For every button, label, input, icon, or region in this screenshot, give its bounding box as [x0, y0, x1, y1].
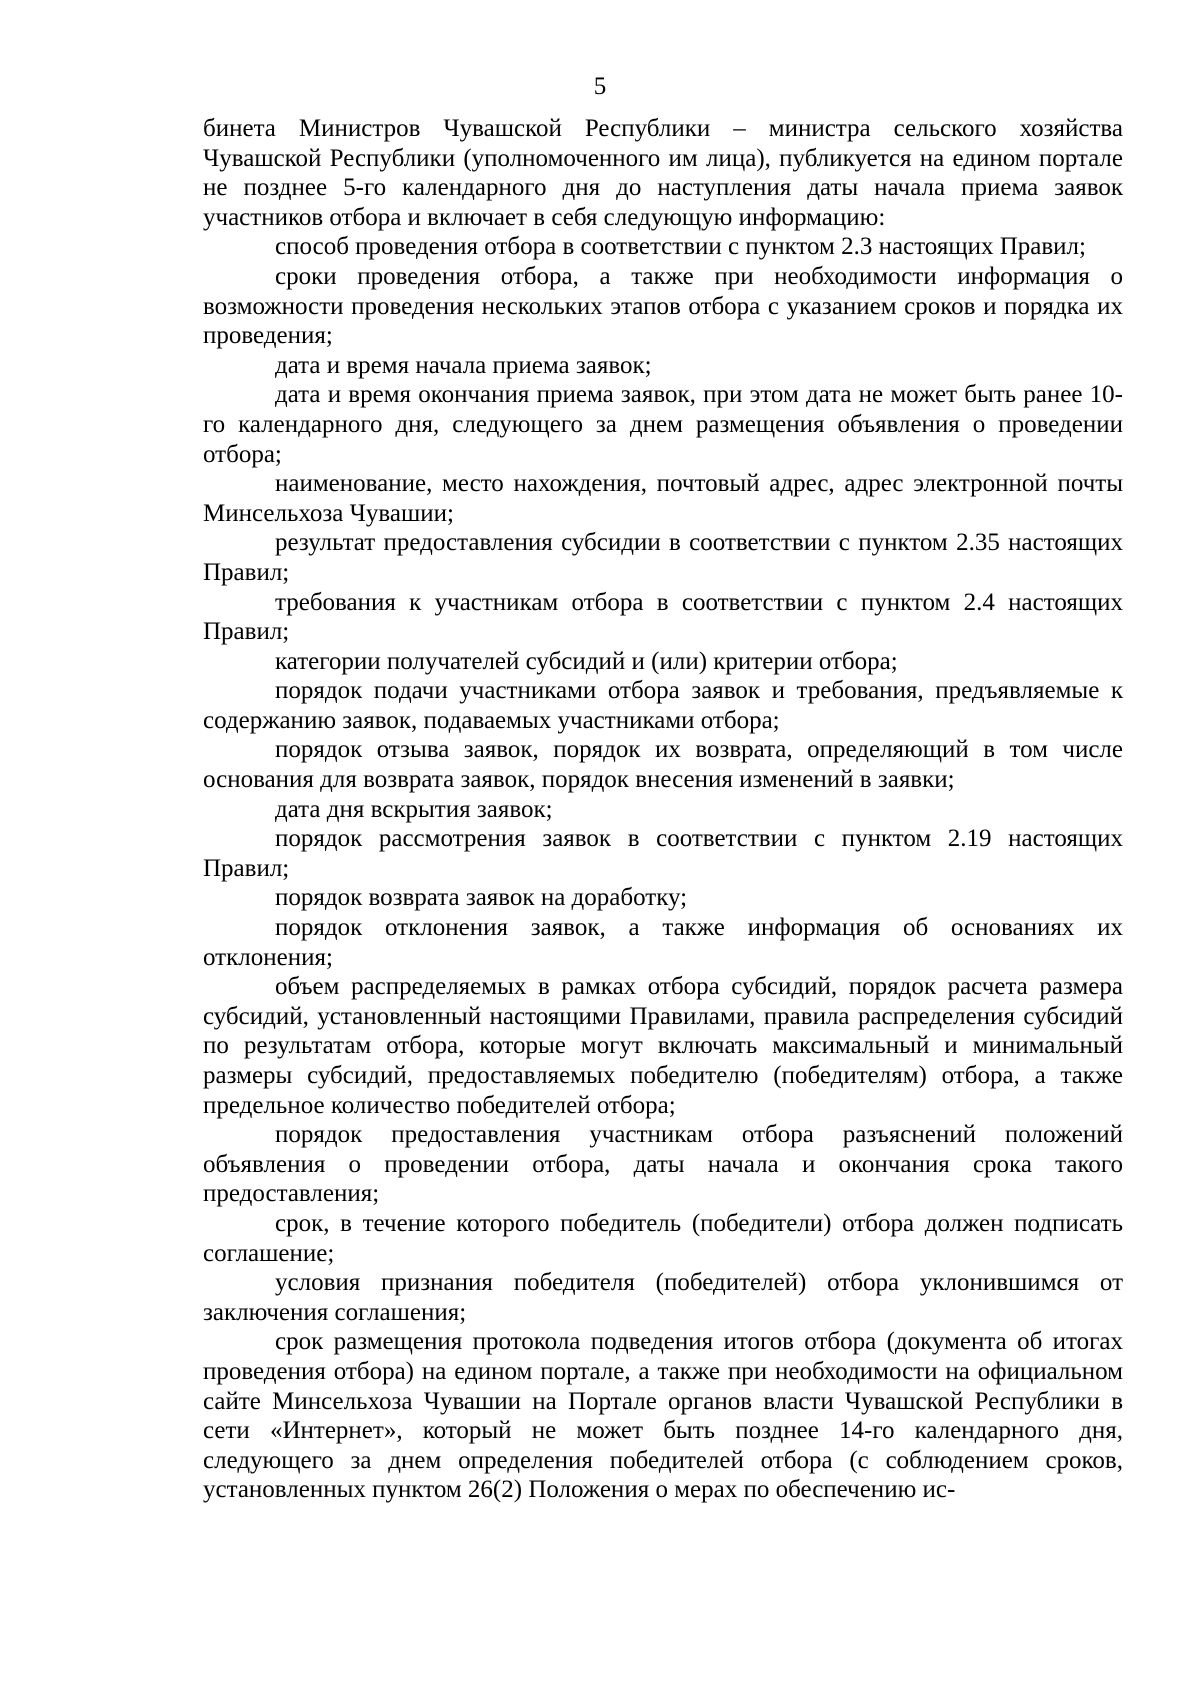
paragraph: порядок предоставления участникам отбора разъяснений положений объявления о проведении отбора, даты начала и окончания срока такого предоставления; [203, 1121, 1123, 1208]
paragraph: порядок подачи участниками отбора заявок и требования, предъявляемые к содержанию заявок, подаваемых участниками отбора; [203, 677, 1123, 734]
paragraph: порядок рассмотрения заявок в соответствии с пунктом 2.19 настоящих Правил; [203, 825, 1123, 882]
paragraph: объем распределяемых в рамках отбора субсидий, порядок расчета размера субсидий, установленный настоящими Правилами, правила распределения субсидий по результатам отбора, которые могут включать максимальный и минимальный размеры субсидий, предоставляемых победителю (победителям) отбора, а также предельное количество победителей отбора; [203, 973, 1123, 1119]
paragraph: результат предоставления субсидии в соответствии с пунктом 2.35 настоящих Правил; [203, 529, 1123, 586]
paragraph: срок размещения протокола подведения итогов отбора (документа об итогах проведения отбора) на едином портале, а также при необходимости на официальном сайте Минсельхоза Чувашии на Портале органов власти Чувашской Республики в сети «Интернет», который не может быть позднее 14-го календарного дня, следующего за днем определения победителей отбора (с соблюдением сроков, установленных пунктом 26(2) Положения о мерах по обеспечению ис- [203, 1328, 1123, 1504]
paragraph: порядок отклонения заявок, а также информация об основаниях их отклонения; [203, 914, 1123, 971]
paragraph: условия признания победителя (победителей) отбора уклонившимся от заключения соглашения; [203, 1269, 1123, 1326]
paragraph: наименование, место нахождения, почтовый адрес, адрес электронной почты Минсельхоза Чувашии; [203, 470, 1123, 527]
paragraph: дата дня вскрытия заявок; [275, 795, 553, 823]
document-body [203, 114, 1123, 1505]
paragraph: категории получателей субсидий и (или) критерии отбора; [275, 647, 898, 675]
page-number: 5 [593, 73, 607, 100]
paragraph: сроки проведения отбора, а также при необходимости информация о возможности проведения нескольких этапов отбора с указанием сроков и порядка их проведения; [203, 262, 1123, 350]
paragraph: бинета Министров Чувашской Республики – министра сельского хозяйства Чувашской Республики (уполномоченного им лица), публикуется на едином портале не позднее 5-го календарного дня до наступления даты начала приема заявок участников отбора и включает в себя следующую информацию: [203, 115, 1123, 231]
paragraph: порядок возврата заявок на доработку; [275, 884, 688, 912]
paragraph: дата и время окончания приема заявок, при этом дата не может быть ранее 10-го календарного дня, следующего за днем размещения объявления о проведении отбора; [203, 381, 1123, 468]
paragraph: порядок отзыва заявок, порядок их возврата, определяющий в том числе основания для возврата заявок, порядок внесения изменений в заявки; [203, 736, 1123, 794]
paragraph: требования к участникам отбора в соответствии с пунктом 2.4 настоящих Правил; [203, 588, 1123, 646]
paragraph: срок, в течение которого победитель (победители) отбора должен подписать соглашение; [203, 1209, 1123, 1267]
paragraph: способ проведения отбора в соответствии с пунктом 2.3 настоящих Правил; [275, 233, 1086, 261]
paragraph: дата и время начала приема заявок; [275, 351, 652, 379]
